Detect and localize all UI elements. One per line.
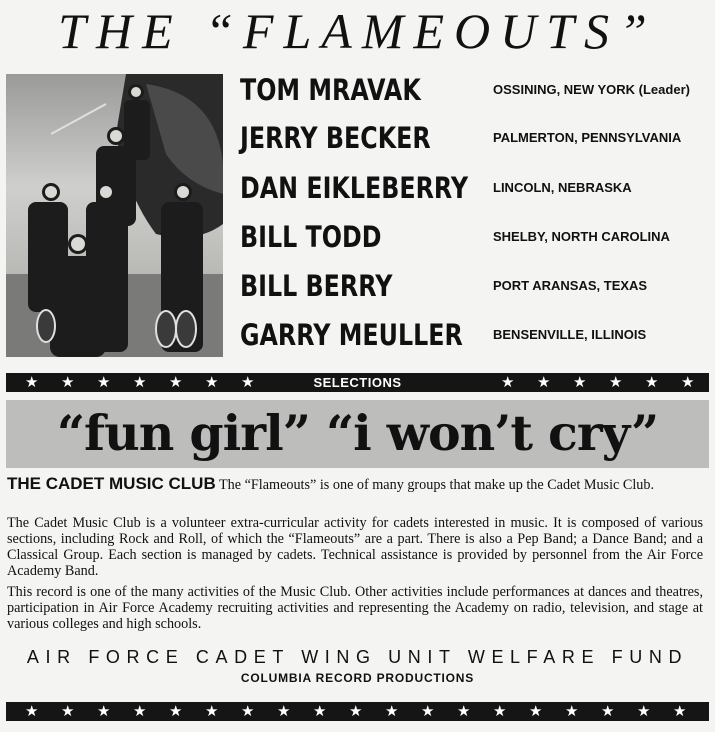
club-paragraph: This record is one of the many activities of the Music Club. Other activities include performances at dances and theatres, participation in Air Force Academy recruiting activities and representing the Academy on radio, television, and stage at various colleges and high schools. bbox=[7, 584, 703, 632]
star-icon: ★ bbox=[385, 702, 399, 720]
footer-star-bar bbox=[6, 702, 709, 721]
member-hometown: LINCOLN, NEBRASKA bbox=[493, 180, 632, 195]
member-row bbox=[240, 70, 710, 110]
star-icon: ★ bbox=[25, 702, 39, 720]
fund-name: AIR FORCE CADET WING UNIT WELFARE FUND bbox=[26, 647, 689, 667]
member-row bbox=[240, 266, 710, 306]
star-icon: ★ bbox=[537, 373, 551, 391]
page-title: THE “FLAMEOUTS” bbox=[58, 3, 657, 59]
selections-bar bbox=[6, 373, 709, 392]
band-photo bbox=[6, 74, 223, 357]
member-row bbox=[240, 168, 710, 208]
star-icon: ★ bbox=[501, 373, 515, 391]
star-icon: ★ bbox=[529, 702, 543, 720]
star-icon: ★ bbox=[609, 373, 623, 391]
member-name: DAN EIKLEBERRY bbox=[240, 171, 469, 205]
star-icon: ★ bbox=[681, 373, 695, 391]
club-paragraph: The Cadet Music Club is a volunteer extra-curricular activity for cadets interested in music. It is composed of various sections, including Rock and Roll, of which the “Flameouts” are a part. There is also a Pep Band; a Dance Band; and a Classical Group. Each section is managed by cadets. Technical assistance is provided by personnel from the Air Force Academy Band. bbox=[7, 515, 703, 579]
star-icon: ★ bbox=[61, 702, 75, 720]
star-icon: ★ bbox=[349, 702, 363, 720]
star-icon: ★ bbox=[313, 702, 327, 720]
member-row bbox=[240, 217, 710, 257]
star-icon: ★ bbox=[421, 702, 435, 720]
member-hometown: BENSENVILLE, ILLINOIS bbox=[493, 327, 647, 342]
star-icon: ★ bbox=[493, 702, 507, 720]
member-row bbox=[240, 315, 710, 355]
star-icon: ★ bbox=[601, 702, 615, 720]
star-icon: ★ bbox=[277, 702, 291, 720]
star-icon: ★ bbox=[673, 702, 687, 720]
selections-label: SELECTIONS bbox=[303, 375, 411, 390]
star-icon: ★ bbox=[645, 373, 659, 391]
member-hometown: PALMERTON, PENNSYLVANIA bbox=[493, 130, 682, 145]
star-icon: ★ bbox=[169, 373, 183, 391]
star-icon: ★ bbox=[205, 702, 219, 720]
song-titles: “fun girl” “i won’t cry” bbox=[6, 400, 709, 468]
producer-credit: COLUMBIA RECORD PRODUCTIONS bbox=[240, 671, 475, 685]
star-icon: ★ bbox=[241, 373, 255, 391]
star-icon: ★ bbox=[637, 702, 651, 720]
star-icon: ★ bbox=[169, 702, 183, 720]
star-icon: ★ bbox=[97, 373, 111, 391]
star-icon: ★ bbox=[241, 702, 255, 720]
member-name: TOM MRAVAK bbox=[240, 73, 421, 107]
member-hometown: PORT ARANSAS, TEXAS bbox=[493, 278, 648, 293]
member-name: BILL TODD bbox=[240, 220, 382, 254]
star-icon: ★ bbox=[573, 373, 587, 391]
star-icon: ★ bbox=[133, 702, 147, 720]
member-name: JERRY BECKER bbox=[240, 121, 431, 155]
star-icon: ★ bbox=[565, 702, 579, 720]
star-icon: ★ bbox=[205, 373, 219, 391]
club-heading: THE CADET MUSIC CLUB bbox=[7, 474, 216, 493]
star-icon: ★ bbox=[25, 373, 39, 391]
star-icon: ★ bbox=[97, 702, 111, 720]
member-name: GARRY MEULLER bbox=[240, 318, 463, 352]
star-icon: ★ bbox=[61, 373, 75, 391]
member-hometown: SHELBY, NORTH CAROLINA bbox=[493, 229, 670, 244]
star-icon: ★ bbox=[457, 702, 471, 720]
member-hometown: OSSINING, NEW YORK (Leader) bbox=[493, 82, 690, 97]
member-row bbox=[240, 118, 710, 158]
star-icon: ★ bbox=[133, 373, 147, 391]
member-name: BILL BERRY bbox=[240, 269, 393, 303]
club-intro bbox=[7, 476, 703, 493]
club-intro-text: The “Flameouts” is one of many groups that make up the Cadet Music Club. bbox=[215, 477, 655, 493]
